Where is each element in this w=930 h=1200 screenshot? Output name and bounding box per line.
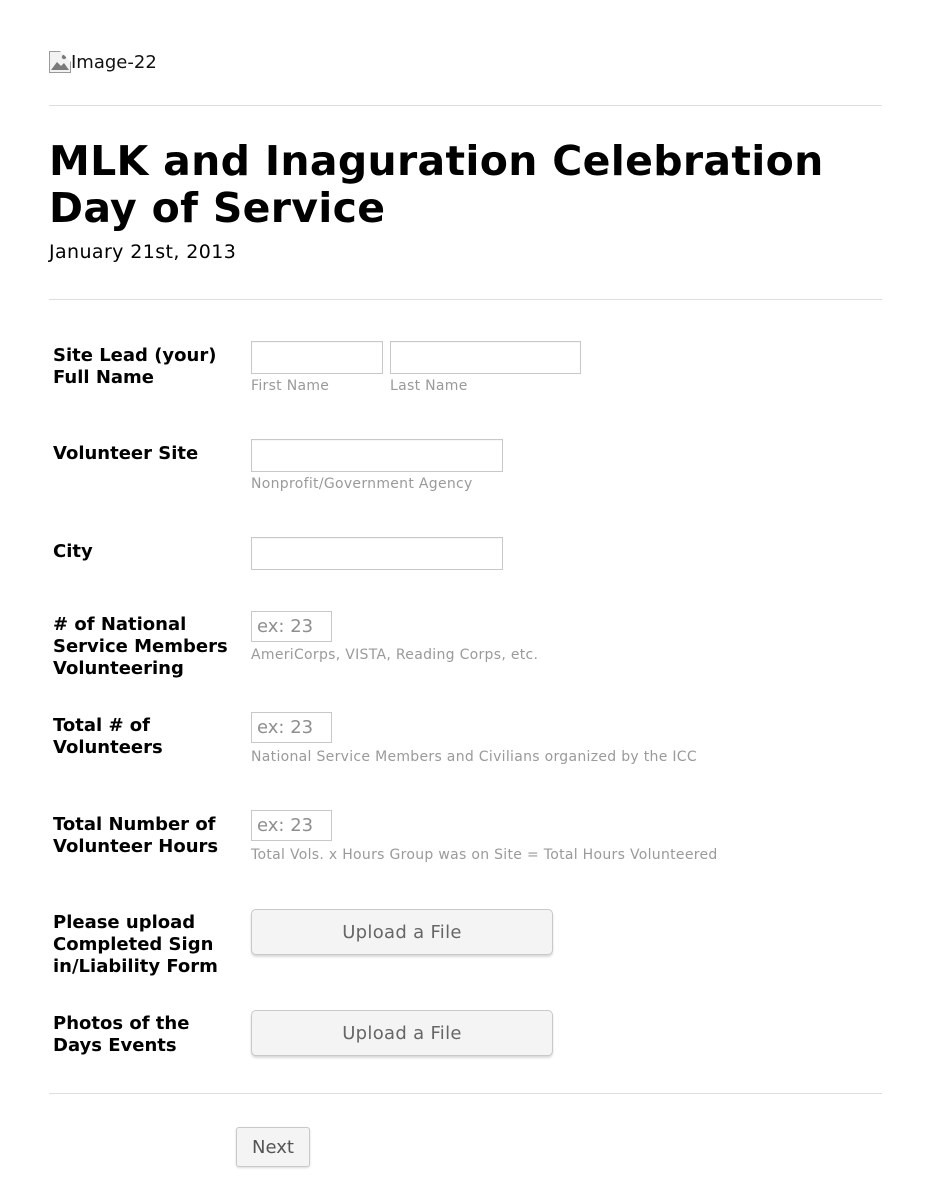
photos-upload-button[interactable]: Upload a File: [251, 1010, 553, 1056]
national-service-members-label: # of National Service Members Volunteering: [53, 614, 228, 679]
broken-image-icon: [49, 51, 71, 73]
total-hours-input[interactable]: ex: 23: [251, 810, 332, 841]
total-hours-label: Total Number of Volunteer Hours: [53, 814, 219, 857]
volunteer-site-sublabel: Nonprofit/Government Agency: [251, 476, 473, 492]
volunteer-site-input[interactable]: [251, 439, 503, 472]
total-volunteers-label: Total # of Volunteers: [53, 715, 163, 758]
total-hours-sublabel: Total Vols. x Hours Group was on Site = Total Hours Volunteered: [251, 847, 718, 863]
sign-in-form-upload-button[interactable]: Upload a File: [251, 909, 553, 955]
total-volunteers-sublabel: National Service Members and Civilians organized by the ICC: [251, 749, 697, 765]
header-image-alt-text: Image-22: [71, 51, 157, 73]
total-volunteers-input[interactable]: ex: 23: [251, 712, 332, 743]
page-subtitle: January 21st, 2013: [49, 241, 237, 263]
divider: [49, 105, 882, 106]
header-image: [49, 51, 157, 73]
photos-label: Photos of the Days Events: [53, 1013, 190, 1056]
national-service-members-input[interactable]: ex: 23: [251, 611, 332, 642]
national-service-members-sublabel: AmeriCorps, VISTA, Reading Corps, etc.: [251, 647, 539, 663]
city-input[interactable]: [251, 537, 503, 570]
divider: [49, 1093, 882, 1094]
sign-in-form-label: Please upload Completed Sign in/Liability Form: [53, 912, 218, 977]
page-title: MLK and Inaguration Celebration Day of Service: [49, 137, 824, 232]
city-label: City: [53, 541, 93, 562]
last-name-input[interactable]: [390, 341, 581, 374]
next-button[interactable]: Next: [236, 1127, 310, 1167]
volunteer-site-label: Volunteer Site: [53, 443, 199, 464]
first-name-sublabel: First Name: [251, 378, 330, 394]
first-name-input[interactable]: [251, 341, 383, 374]
site-lead-label: Site Lead (your) Full Name: [53, 345, 217, 388]
divider: [49, 299, 882, 300]
last-name-sublabel: Last Name: [390, 378, 468, 394]
